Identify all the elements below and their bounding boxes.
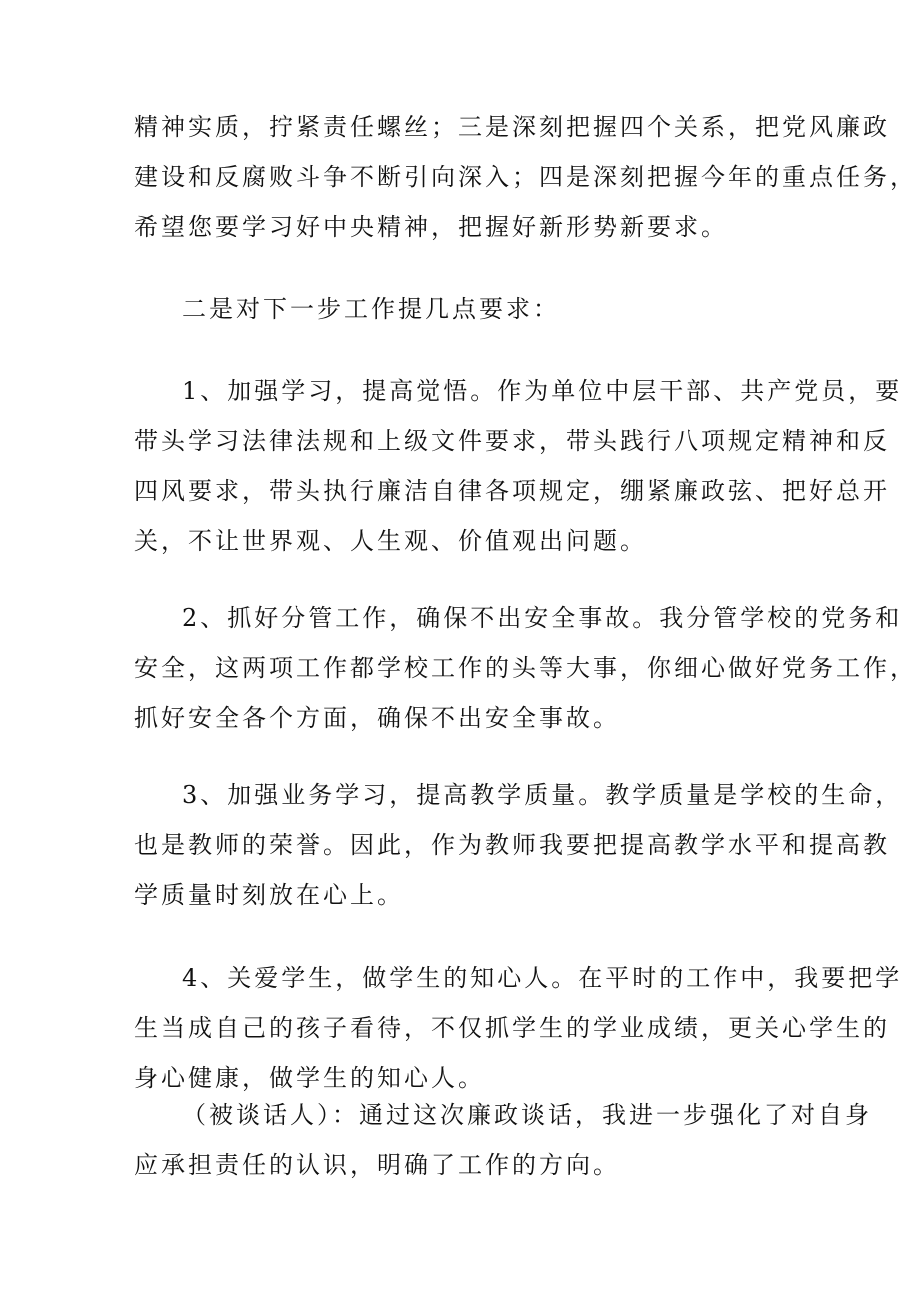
text-line: 建设和反腐败斗争不断引向深入；四是深刻把握今年的重点任务， bbox=[134, 163, 917, 191]
text-line: 2、抓好分管工作，确保不出安全事故。我分管学校的党务和 bbox=[182, 604, 903, 632]
text-line: 身心健康，做学生的知心人。 bbox=[134, 1064, 485, 1092]
text-line: 带头学习法律法规和上级文件要求，带头践行八项规定精神和反 bbox=[134, 427, 890, 455]
text-line: 4、关爱学生，做学生的知心人。在平时的工作中，我要把学 bbox=[182, 964, 903, 992]
paragraph-item-2 bbox=[134, 593, 917, 743]
text-line: 四风要求，带头执行廉洁自律各项规定，绷紧廉政弦、把好总开 bbox=[134, 477, 890, 505]
text-line: 希望您要学习好中央精神，把握好新形势新要求。 bbox=[134, 213, 728, 241]
text-line: 学质量时刻放在心上。 bbox=[134, 881, 404, 909]
text-line: 抓好安全各个方面，确保不出安全事故。 bbox=[134, 704, 620, 732]
text-line: 生当成自己的孩子看待，不仅抓学生的学业成绩，更关心学生的 bbox=[134, 1014, 890, 1042]
paragraph-requirements-heading bbox=[182, 284, 842, 334]
text-line: 二是对下一步工作提几点要求： bbox=[182, 295, 560, 323]
text-line: （被谈话人）：通过这次廉政谈话，我进一步强化了对自身 bbox=[182, 1101, 872, 1129]
text-line: 应承担责任的认识，明确了工作的方向。 bbox=[134, 1151, 620, 1179]
paragraph-item-3 bbox=[134, 770, 903, 920]
text-line: 安全，这两项工作都学校工作的头等大事，你细心做好党务工作， bbox=[134, 654, 917, 682]
paragraph-interviewee-response bbox=[134, 1090, 872, 1190]
text-line: 3、加强业务学习，提高教学质量。教学质量是学校的生命， bbox=[182, 781, 903, 809]
text-line: 也是教师的荣誉。因此，作为教师我要把提高教学水平和提高教 bbox=[134, 831, 890, 859]
text-line: 1、加强学习，提高觉悟。作为单位中层干部、共产党员，要 bbox=[182, 377, 903, 405]
paragraph-item-1 bbox=[134, 366, 903, 566]
paragraph-item-4 bbox=[134, 953, 903, 1103]
text-line: 精神实质，拧紧责任螺丝；三是深刻把握四个关系，把党风廉政 bbox=[134, 113, 890, 141]
text-line: 关，不让世界观、人生观、价值观出问题。 bbox=[134, 527, 647, 555]
paragraph-continuation bbox=[134, 102, 917, 252]
